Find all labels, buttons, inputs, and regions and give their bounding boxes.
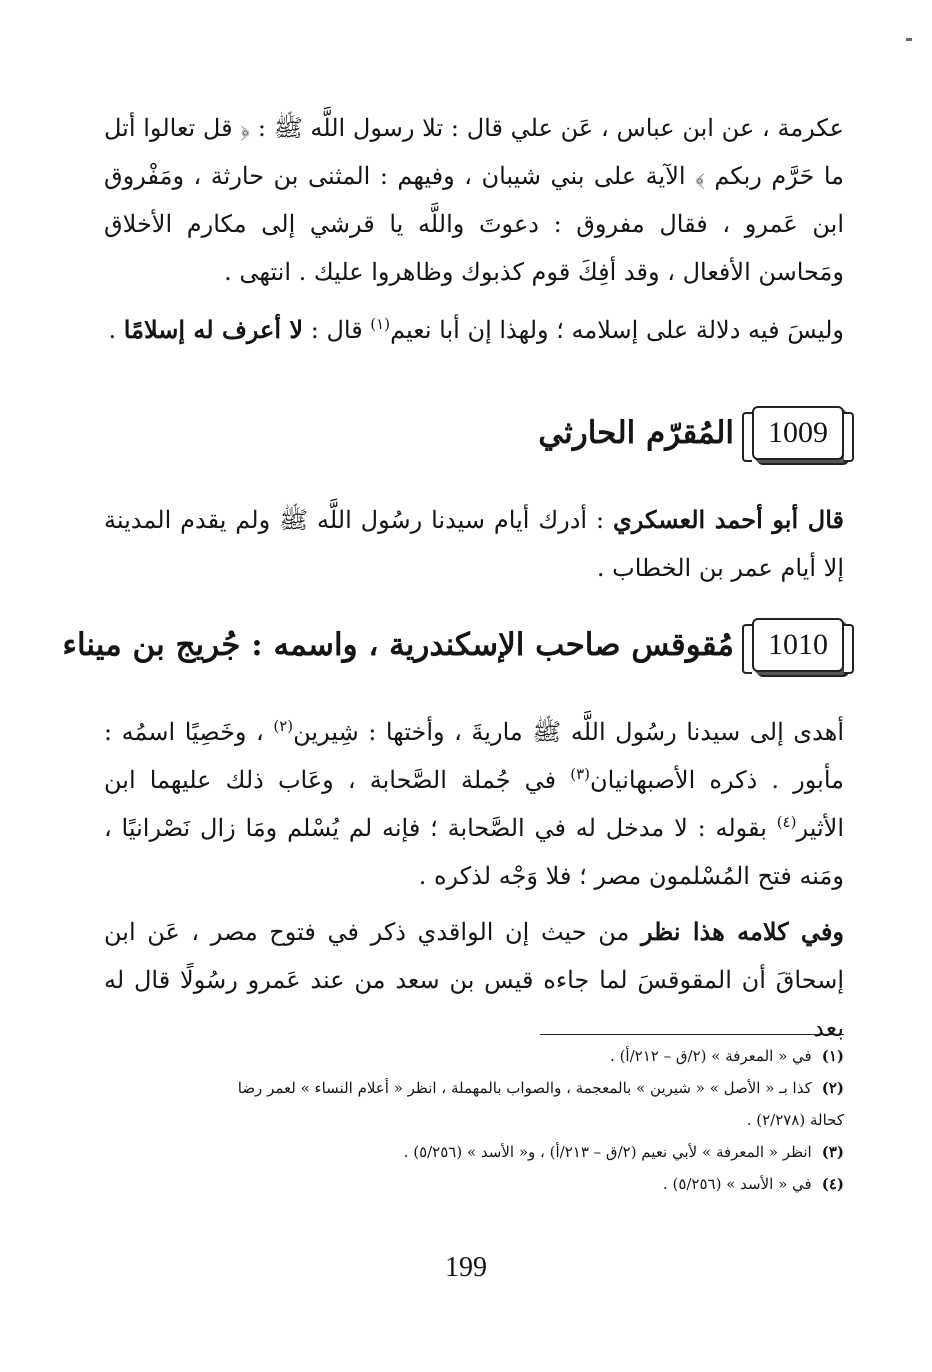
paragraph-4-part-a: أهدى إلى سيدنا رسُول اللَّه ﷺ ماريةَ ، وأختها : شِيرين xyxy=(293,718,844,746)
footnote-number: (٢) xyxy=(821,1079,844,1097)
footnote-text: كذا بـ « الأصل » « شيرين » بالمعجمة ، والصواب بالمهملة ، انظر « أعلام النساء » لعمر رضا xyxy=(237,1079,812,1097)
footnote-ref-4[interactable]: (٤) xyxy=(776,813,797,831)
footnotes xyxy=(104,1040,844,1200)
footnote-text: انظر « المعرفة » لأبي نعيم (٢/ق – ٢١٣/أ) ، و« الأسد » (٥/٢٥٦) . xyxy=(403,1143,812,1161)
page-number: 199 xyxy=(445,1252,487,1283)
footnote-ref-1[interactable]: (١) xyxy=(370,315,391,333)
paragraph-4-part-d: بقوله : لا مدخل له في الصَّحابة ؛ فإنه لم يُسْلم ومَا زال نَصْرانيًا ، ومَنه فتح المُسْلمون مصر ؛ فلا وَجْه لذكره . xyxy=(104,814,844,890)
footnote-2-continued: كحالة (٢/٢٧٨) . xyxy=(746,1111,844,1129)
paragraph-4-part-b: ، وخَصِيًا اسمُه : مأبور . ذكره الأصبهانيان xyxy=(104,718,844,794)
paragraph-3-bold: قال أبو أحمد العسكري xyxy=(612,505,844,534)
paragraph-2-bold: لا أعرف له إسلامًا xyxy=(123,315,304,344)
entry-number-box xyxy=(752,618,844,672)
footnote-ref-3[interactable]: (٣) xyxy=(570,765,591,783)
paragraph-5-bold: وفي كلامه هذا نظر xyxy=(640,917,844,946)
paragraph-4-part-c: في جُملة الصَّحابة ، وعَاب ذلك عليهما ابن الأثير xyxy=(104,766,844,842)
paragraph-3-rest: : أدرك أيام سيدنا رسُول اللَّه ﷺ ولم يقدم المدينة إلا أيام عمر بن الخطاب . xyxy=(104,506,844,582)
footnote-3 xyxy=(104,1136,844,1168)
paragraph-2-end: . xyxy=(108,316,124,344)
paragraph-4-text xyxy=(104,708,844,900)
entry-title: مُقوقس صاحب الإسكندرية ، واسمه : جُريج بن ميناء xyxy=(62,627,734,663)
entry-heading-1009 xyxy=(538,406,844,460)
paragraph-2-text xyxy=(104,306,844,354)
paragraph-5 xyxy=(104,908,844,1052)
paragraph-3-text xyxy=(104,496,844,592)
entry-number: 1009 xyxy=(768,416,828,449)
paragraph-4 xyxy=(104,708,844,900)
footnote-ref-2[interactable]: (٢) xyxy=(273,717,294,735)
paragraph-1-text: عكرمة ، عن ابن عباس ، عَن علي قال : تلا رسول اللَّه ﷺ : ﴿ قل تعالوا أتل ما حَرَّم ربكم ﴾ الآية على بني شيبان ، وفيهم : المثنى بن حارثة ، ومَفْروق ابن عَمرو ، فقال مفروق : دعوتَ واللَّه يا قرشي إلى مكارم الأخلاق ومَحاسن الأفعال ، وقد أفِكَ قوم كذبوك وظاهروا عليك . انتهى . xyxy=(104,114,844,286)
footnote-divider xyxy=(540,1034,844,1035)
footnote-text: في « الأسد » (٥/٢٥٦) . xyxy=(662,1175,812,1193)
footnote-1 xyxy=(104,1040,844,1072)
paragraph-2 xyxy=(104,306,844,354)
footnote-number: (٣) xyxy=(821,1143,844,1161)
entry-number-box xyxy=(752,406,844,460)
footnote-2 xyxy=(104,1072,844,1104)
scan-mark xyxy=(906,38,912,41)
footnote-text: في « المعرفة » (٢/ق – ٢١٢/أ) . xyxy=(610,1047,812,1065)
entry-number: 1010 xyxy=(768,628,828,661)
footnote-number: (١) xyxy=(821,1047,844,1065)
paragraph-5-text xyxy=(104,908,844,1052)
footnote-number: (٤) xyxy=(821,1175,844,1193)
paragraph-5-rest: من حيث إن الواقدي ذكر في فتوح مصر ، عَن ابن إسحاقَ أن المقوقسَ لما جاءه قيس بن سعد من عند عَمرو رسُولًا قال له بعد xyxy=(104,918,844,1042)
footnote-4 xyxy=(104,1168,844,1200)
entry-title: المُقرّم الحارثي xyxy=(538,415,734,451)
paragraph-2-part-b: قال : xyxy=(303,316,371,344)
paragraph-1 xyxy=(104,104,844,296)
paragraph-2-part-a: وليسَ فيه دلالة على إسلامه ؛ ولهذا إن أبا نعيم xyxy=(390,316,844,344)
entry-heading-1010 xyxy=(62,618,844,672)
paragraph-3 xyxy=(104,496,844,592)
